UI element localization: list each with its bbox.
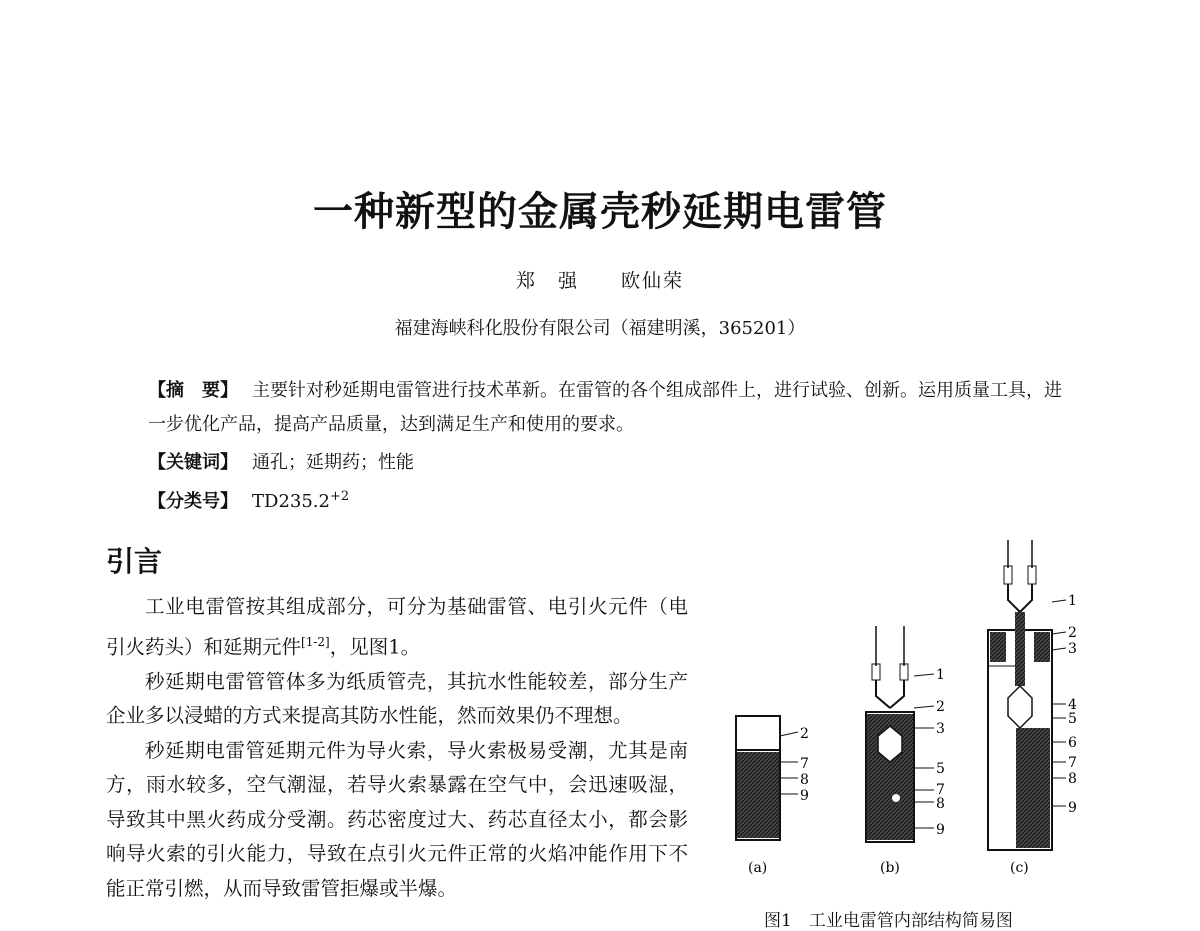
panel-b-label: (b) — [880, 860, 900, 876]
panel-a-label: (a) — [748, 860, 768, 876]
panel-a-number: 8 — [800, 772, 809, 788]
panel-a-number: 2 — [800, 726, 809, 742]
abstract-block — [148, 374, 1078, 442]
panel-b-number: 7 — [936, 782, 945, 798]
classification-tag: 【分类号】 — [148, 491, 238, 512]
panel-c-number: 1 — [1068, 593, 1077, 609]
affiliation: 福建海峡科化股份有限公司（福建明溪，365201） — [394, 318, 806, 339]
authors: 郑 强 欧仙荣 — [515, 270, 684, 292]
panel-c-number: 9 — [1068, 800, 1077, 816]
panel-b-numbers — [936, 667, 945, 838]
panel-c-number: 2 — [1068, 625, 1077, 641]
paragraph-1-tail: ，见图1。 — [329, 635, 421, 658]
panel-a-number: 9 — [800, 788, 809, 804]
abstract-tag: 【摘 要】 — [148, 380, 238, 401]
panel-a-numbers — [800, 726, 809, 804]
section-heading: 引言 — [106, 545, 163, 578]
paper-title: 一种新型的金属壳秒延期电雷管 — [313, 188, 887, 235]
panel-a-number: 7 — [800, 756, 809, 772]
panel-c-numbers — [1068, 593, 1077, 816]
panel-b-number: 9 — [936, 822, 945, 838]
panel-c-number: 5 — [1068, 711, 1077, 727]
panel-c-number: 8 — [1068, 771, 1077, 787]
panel-c-number: 4 — [1068, 697, 1077, 713]
panel-a-diagram — [736, 716, 798, 840]
keywords-tag: 【关键词】 — [148, 452, 238, 473]
panel-b-number: 3 — [936, 721, 945, 737]
detonator-structure-figure — [720, 536, 1120, 920]
panel-c-number: 3 — [1068, 641, 1077, 657]
paragraph-1 — [106, 590, 688, 665]
panel-b-diagram — [866, 626, 934, 842]
panel-c-label: (c) — [1010, 860, 1029, 876]
panel-b-number: 5 — [936, 761, 945, 777]
panel-b-number: 1 — [936, 667, 945, 683]
classification-block — [148, 480, 1078, 519]
paragraph-1-text: 工业电雷管按其组成部分，可分为基础雷管、电引火元件（电引火药头）和延期元件 — [106, 595, 688, 658]
panel-c-number: 6 — [1068, 735, 1077, 751]
panel-c-diagram — [988, 540, 1066, 850]
classification-suffix: +2 — [329, 489, 350, 504]
body-text — [106, 590, 688, 906]
classification-code: TD235.2 — [252, 491, 330, 512]
citation-ref: [1-2] — [301, 634, 330, 649]
abstract-text: 主要针对秒延期电雷管进行技术革新。在雷管的各个组成部件上，进行试验、创新。运用质量工具，进一步优化产品，提高产品质量，达到满足生产和使用的要求。 — [148, 380, 1062, 435]
keywords-text: 通孔；延期药；性能 — [252, 452, 414, 473]
figure-caption: 图1 工业电雷管内部结构简易图 — [764, 911, 1013, 931]
panel-b-number: 2 — [936, 699, 945, 715]
paragraph-3: 秒延期电雷管延期元件为导火索，导火索极易受潮，尤其是南方，雨水较多，空气潮湿，若导火索暴露在空气中，会迅速吸湿，导致其中黑火药成分受潮。药芯密度过大、药芯直径太小，都会影响导火索的引火能力，导致在点引火元件正常的火焰冲能作用下不能正常引燃，从而导致雷管拒爆或半爆。 — [106, 738, 688, 900]
panel-b-number: 8 — [936, 796, 945, 812]
paragraph-2: 秒延期电雷管管体多为纸质管壳，其抗水性能较差，部分生产企业多以浸蜡的方式来提高其防水性能，然而效果仍不理想。 — [106, 669, 688, 727]
panel-c-number: 7 — [1068, 755, 1077, 771]
keywords-block — [148, 446, 1078, 480]
